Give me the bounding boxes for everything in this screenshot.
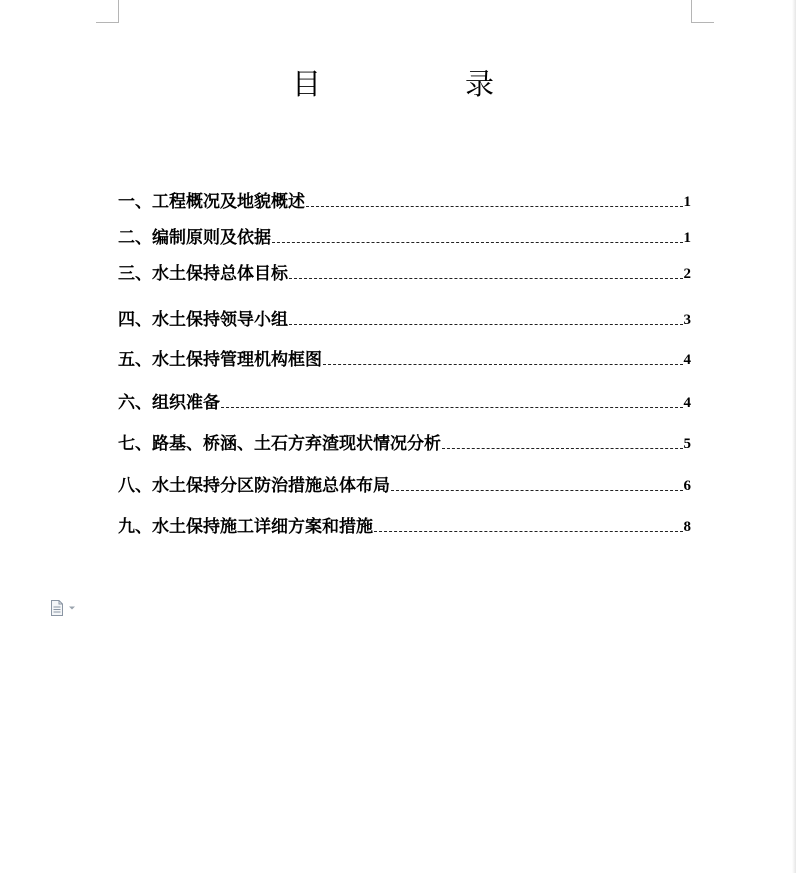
toc-entry-leader [374, 531, 683, 532]
document-icon [50, 600, 64, 616]
toc-entry-label: 九、水土保持施工详细方案和措施 [118, 517, 373, 537]
toc-entry[interactable] [118, 262, 692, 284]
toc-entry-leader [272, 242, 683, 243]
toc-entry[interactable] [118, 391, 692, 413]
toc-entry-label: 八、水土保持分区防治措施总体布局 [118, 476, 390, 496]
toc-entry-leader [306, 206, 683, 207]
toc-entry[interactable] [118, 190, 692, 212]
document-options-icon[interactable] [50, 600, 78, 616]
toc-entry-leader [391, 490, 683, 491]
toc-entry-leader [442, 448, 683, 449]
toc-entry-label: 七、路基、桥涵、土石方弃渣现状情况分析 [118, 434, 441, 454]
toc-entry-leader [289, 278, 683, 279]
toc-entry[interactable] [118, 474, 692, 496]
toc-entry-page: 1 [683, 194, 691, 210]
toc-entry-page: 1 [683, 230, 691, 246]
toc-entry-leader [289, 324, 683, 325]
toc-entry-leader [221, 407, 683, 408]
toc-title-char-1: 目 [292, 67, 322, 101]
crop-mark-top-left [96, 0, 119, 23]
toc-entry-page: 6 [683, 478, 691, 494]
toc-entry-label: 一、工程概况及地貌概述 [118, 192, 305, 212]
toc-entry-page: 4 [683, 352, 691, 368]
toc-entry[interactable] [118, 348, 692, 370]
toc-entry[interactable] [118, 226, 692, 248]
toc-entry[interactable] [118, 515, 692, 537]
toc-entry[interactable] [118, 308, 692, 330]
toc-title-char-2: 录 [465, 67, 495, 101]
caret-down-icon [68, 605, 76, 611]
toc-entry[interactable] [118, 432, 692, 454]
toc-entry-leader [323, 364, 683, 365]
toc-entry-page: 5 [683, 436, 691, 452]
toc-entry-label: 六、组织准备 [118, 393, 220, 413]
toc-entry-page: 2 [683, 266, 691, 282]
crop-mark-top-right [691, 0, 714, 23]
toc-title [0, 66, 796, 106]
toc-entry-label: 四、水土保持领导小组 [118, 310, 288, 330]
page-edge-shadow [792, 0, 796, 873]
toc-entry-label: 五、水土保持管理机构框图 [118, 350, 322, 370]
toc-entry-label: 三、水土保持总体目标 [118, 264, 288, 284]
toc-entry-page: 8 [683, 519, 691, 535]
toc-entry-label: 二、编制原则及依据 [118, 228, 271, 248]
toc-entry-page: 3 [683, 312, 691, 328]
toc-entry-page: 4 [683, 395, 691, 411]
